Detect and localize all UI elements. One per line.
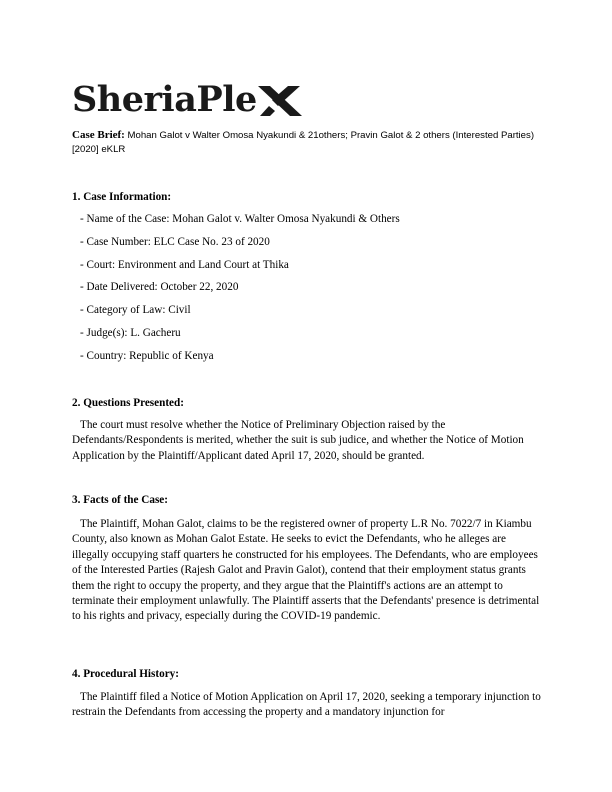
section-heading-case-information: 1. Case Information: (72, 191, 172, 203)
facts-paragraph: The Plaintiff, Mohan Galot, claims to be the registered owner of property L.R No. 7022/7 in Kiambu County, also known as Mohan Galot Estate. He seeks to evict the Defendants, who he alleges are illegally occupying staff quarters he constructed for his employees. The Defendants, who are employees of the Interested Parties (Rajesh Galot and Pravin Galot), contend that their employment status grants them the right to occupy the property, and they argue that the Plaintiff's actions are an attempt to terminate their employment unlawfully. The Plaintiff asserts that the Defendants' presence is detrimental to his rights and privacy, especially during the COVID-19 pandemic. (72, 518, 540, 623)
case-brief-label: Case Brief: (72, 129, 125, 141)
case-brief-title (72, 128, 542, 157)
info-item-country: - Country: Republic of Kenya (80, 349, 214, 362)
case-information-list (80, 212, 400, 372)
info-item-case-number: - Case Number: ELC Case No. 23 of 2020 (80, 235, 270, 248)
questions-presented-paragraph: The court must resolve whether the Notice of Preliminary Objection raised by the Defendants/Respondents is merited, whether the suit is sub judice, and whether the Notice of Motion Application by the Plaintiff/Applicant dated April 17, 2020, should be granted. (72, 419, 524, 462)
procedural-history-paragraph: The Plaintiff filed a Notice of Motion Application on April 17, 2020, seeking a temporary injunction to restrain the Defendants from accessing the property and a mandatory injunction for (72, 691, 541, 719)
section-heading-facts: 3. Facts of the Case: (72, 494, 169, 506)
sheriaplex-logo (72, 80, 302, 120)
info-item-judge: - Judge(s): L. Gacheru (80, 326, 181, 339)
section-heading-questions-presented: 2. Questions Presented: (72, 397, 184, 409)
logo-x-mark-icon (258, 84, 302, 118)
info-item-court: - Court: Environment and Land Court at Thika (80, 258, 289, 271)
logo-text: SheriaPle (72, 79, 257, 120)
info-item-date: - Date Delivered: October 22, 2020 (80, 281, 239, 294)
info-item-name: - Name of the Case: Mohan Galot v. Walter Omosa Nyakundi & Others (80, 213, 400, 225)
case-brief-text: Mohan Galot v Walter Omosa Nyakundi & 21others; Pravin Galot & 2 others (Interested Parties) [2020] eKLR (72, 130, 535, 155)
section-heading-procedural-history: 4. Procedural History: (72, 668, 179, 680)
info-item-category: - Category of Law: Civil (80, 304, 191, 317)
